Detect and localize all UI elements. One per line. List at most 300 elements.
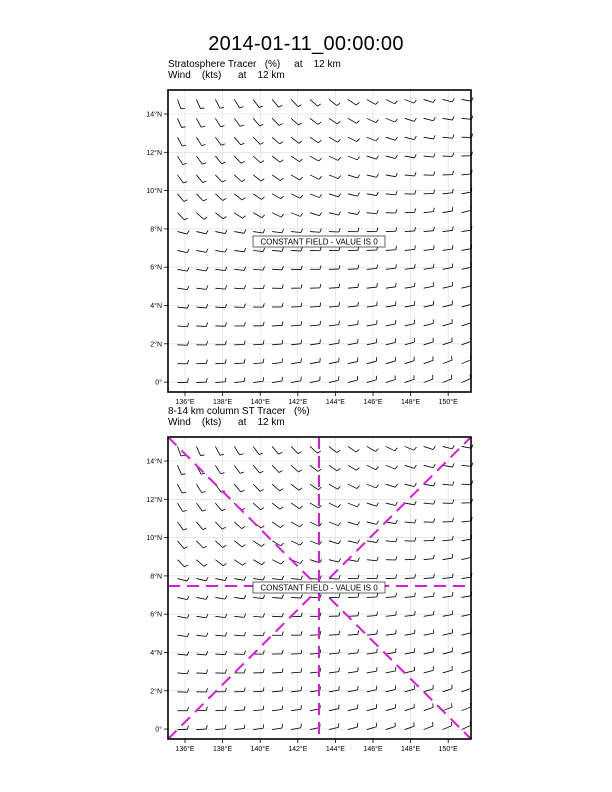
wind-barb — [424, 666, 434, 673]
wind-barb — [215, 175, 225, 182]
wind-barb — [367, 357, 377, 364]
wind-barb — [234, 99, 243, 107]
wind-barb — [310, 284, 321, 288]
lat-tick-label: 10°N — [146, 535, 162, 543]
wind-barb — [196, 522, 206, 530]
wind-barb — [215, 341, 226, 345]
wind-barb — [405, 722, 414, 729]
wind-barb — [272, 137, 283, 144]
wind-barb — [405, 208, 416, 212]
wind-barb — [386, 173, 398, 177]
wind-barb — [310, 302, 321, 307]
wind-barb — [424, 722, 433, 730]
wind-barb — [443, 356, 452, 363]
wind-barb — [253, 446, 263, 454]
lat-tick-label: 4°N — [150, 303, 162, 310]
wind-barb — [291, 99, 301, 106]
wind-barb — [348, 156, 360, 160]
wind-barb — [424, 117, 436, 120]
wind-barb — [329, 284, 340, 289]
wind-barb — [234, 359, 245, 364]
wind-barb — [177, 231, 189, 234]
wind-barb — [234, 632, 245, 636]
lon-tick-label: 142°E — [288, 399, 308, 406]
wind-barb — [253, 669, 264, 673]
wind-barb — [348, 503, 360, 507]
panel1-x-ticks — [175, 392, 458, 406]
wind-barb — [215, 669, 226, 673]
wind-barb — [291, 247, 302, 251]
wind-barb — [272, 669, 283, 673]
wind-barb — [386, 704, 396, 711]
wind-barb — [291, 724, 301, 730]
wind-barb — [177, 175, 187, 183]
wind-barb — [367, 575, 378, 579]
wind-barb — [348, 465, 359, 470]
wind-barb — [386, 191, 397, 195]
wind-barb — [348, 175, 360, 178]
wind-barb — [386, 648, 396, 654]
wind-barb — [177, 560, 187, 567]
wind-barb — [443, 264, 453, 270]
wind-barb — [253, 175, 264, 181]
wind-barb — [348, 137, 360, 141]
wind-barb — [234, 285, 245, 289]
wind-barb — [253, 266, 264, 270]
wind-barb — [329, 522, 341, 526]
lat-tick-label: 14°N — [146, 111, 162, 119]
wind-barb — [348, 320, 358, 326]
wind-barb — [291, 446, 301, 453]
wind-barb — [329, 156, 341, 160]
wind-barb — [234, 175, 245, 182]
wind-barb — [443, 301, 453, 308]
wind-barb — [196, 614, 208, 618]
wind-barb — [329, 321, 339, 326]
lat-tick-label: 8°N — [150, 573, 162, 581]
panel2-constant-field-text: CONSTANT FIELD - VALUE IS 0 — [260, 583, 378, 593]
wind-barb — [253, 156, 264, 163]
wind-barb — [215, 503, 225, 511]
wind-barb — [177, 578, 189, 581]
lon-tick-label: 146°E — [363, 399, 383, 406]
wind-barb — [462, 647, 472, 654]
wind-barb — [405, 704, 415, 711]
wind-barb — [253, 465, 263, 473]
wind-barb — [462, 703, 471, 711]
wind-barb — [462, 206, 472, 212]
wind-barb — [462, 666, 472, 673]
wind-barb — [272, 156, 283, 162]
wind-barb — [272, 118, 282, 125]
wind-barb — [291, 175, 302, 180]
wind-barb — [215, 230, 227, 234]
wind-barb — [367, 484, 379, 488]
wind-barb — [196, 633, 207, 637]
wind-barb — [234, 194, 245, 200]
lon-tick-label: 136°E — [175, 399, 195, 406]
wind-barb — [443, 319, 453, 326]
lat-tick-label: 14°N — [146, 458, 162, 466]
wind-barb — [348, 211, 360, 215]
wind-barb — [272, 175, 283, 181]
wind-barb — [405, 630, 415, 636]
wind-barb — [253, 484, 263, 491]
wind-barb — [253, 359, 264, 364]
wind-barb — [272, 194, 283, 199]
wind-barb — [253, 118, 263, 126]
wind-barb — [196, 118, 205, 127]
lon-tick-label: 136°E — [175, 746, 195, 753]
wind-barb — [253, 687, 264, 692]
wind-barb — [234, 577, 246, 581]
wind-barb — [177, 286, 188, 290]
wind-barb — [367, 302, 377, 307]
wind-barb — [253, 248, 264, 252]
wind-barb — [348, 283, 359, 288]
wind-barb — [196, 99, 204, 108]
wind-barb — [424, 375, 433, 383]
wind-barb — [386, 264, 397, 269]
wind-barb — [405, 264, 415, 269]
wind-barb — [215, 560, 226, 566]
wind-barb — [424, 264, 434, 270]
wind-barb — [177, 249, 189, 253]
panel2-y-ticks — [146, 458, 168, 734]
wind-barb — [367, 557, 378, 561]
lon-tick-label: 150°E — [438, 746, 458, 753]
wind-barb — [253, 632, 264, 636]
wind-barb — [272, 576, 283, 580]
wind-barb — [405, 611, 415, 616]
wind-barb — [291, 503, 302, 509]
wind-barb — [462, 722, 471, 730]
wind-barb — [253, 576, 264, 580]
panel1-wind-label: Wind (kts) at 12 km — [168, 70, 285, 81]
wind-barb — [253, 595, 264, 599]
wind-barb — [386, 446, 398, 450]
wind-barb — [310, 118, 321, 124]
wind-barb — [424, 611, 434, 617]
wind-barb — [348, 575, 359, 579]
wind-barb — [386, 556, 397, 560]
wind-barb — [234, 706, 245, 711]
lat-tick-label: 2°N — [150, 688, 162, 696]
wind-barb — [424, 245, 434, 250]
wind-barb — [443, 375, 452, 383]
wind-barb — [272, 213, 284, 217]
wind-barb — [310, 376, 320, 382]
wind-barb — [177, 651, 188, 655]
wind-barb — [272, 503, 283, 509]
wind-barb — [291, 650, 302, 654]
wind-barb — [424, 592, 434, 597]
wind-barb — [310, 321, 321, 326]
wind-barb — [272, 377, 282, 383]
wind-barb — [291, 377, 301, 383]
wind-barb — [196, 175, 206, 183]
wind-barb — [386, 357, 396, 364]
wind-barb — [329, 358, 339, 364]
wind-barb — [386, 155, 398, 158]
wind-barb — [462, 263, 472, 269]
wind-barb — [196, 137, 205, 145]
wind-barb — [310, 358, 320, 364]
wind-barb — [215, 706, 226, 710]
wind-barb — [234, 688, 245, 692]
panel-1 — [146, 90, 473, 406]
wind-barb — [310, 175, 322, 179]
wind-barb — [196, 577, 208, 581]
wind-barb — [443, 592, 453, 597]
wind-barb — [234, 118, 244, 126]
wind-barb — [424, 648, 434, 654]
wind-barb — [424, 356, 433, 363]
wind-barb — [253, 560, 264, 565]
wind-barb — [367, 210, 378, 214]
wind-barb — [386, 209, 397, 213]
wind-barb — [405, 574, 416, 579]
wind-barb — [272, 446, 282, 454]
wind-barb — [348, 593, 359, 597]
wind-barb — [367, 465, 379, 469]
panel2-x-ticks — [175, 739, 458, 753]
wind-barb — [234, 522, 245, 529]
wind-barb — [253, 724, 263, 729]
wind-barb — [443, 536, 454, 541]
wind-barb — [215, 156, 225, 164]
wind-barb — [424, 500, 435, 504]
wind-barb — [443, 611, 453, 617]
wind-barb — [462, 319, 472, 326]
wind-barb — [196, 194, 206, 201]
wind-barb — [367, 503, 379, 506]
wind-barb — [272, 285, 283, 289]
wind-barb — [348, 704, 358, 710]
wind-barb — [424, 301, 434, 307]
wind-barb — [443, 722, 452, 730]
wind-barb — [177, 194, 187, 202]
wind-barb — [196, 596, 208, 600]
wind-barb — [348, 376, 358, 383]
wind-barb — [443, 207, 453, 213]
wind-barb — [424, 555, 435, 560]
wind-barb — [272, 322, 283, 326]
wind-barb — [386, 283, 396, 288]
wind-barb — [291, 118, 302, 125]
wind-barb — [272, 724, 282, 730]
wind-barb — [367, 704, 377, 711]
wind-barb — [329, 465, 340, 471]
wind-barb — [253, 137, 263, 144]
wind-barb — [272, 359, 282, 364]
wind-barb — [348, 357, 358, 363]
wind-barb — [405, 357, 415, 364]
wind-barb — [272, 706, 282, 711]
lon-tick-label: 140°E — [250, 746, 270, 753]
wind-barb — [405, 667, 415, 673]
wind-barb — [367, 228, 378, 232]
panel1-field-label: Stratosphere Tracer (%) at 12 km — [168, 59, 341, 70]
wind-barb — [196, 560, 207, 567]
wind-barb — [405, 283, 415, 289]
wind-barb — [424, 319, 434, 326]
wind-barb — [291, 137, 302, 143]
wind-barb — [272, 522, 283, 528]
wind-barb — [329, 723, 339, 729]
wind-barb — [443, 554, 453, 560]
wind-barb — [348, 228, 359, 232]
wind-barb — [329, 302, 340, 307]
wind-barb — [443, 648, 453, 655]
wind-barb — [253, 503, 264, 510]
wind-barb — [177, 304, 188, 308]
wind-barb — [272, 613, 283, 617]
lat-tick-label: 0° — [155, 379, 162, 387]
wind-barb — [177, 268, 189, 272]
wind-barb — [291, 213, 303, 217]
wind-barb — [291, 229, 302, 233]
wind-barb — [462, 300, 472, 307]
wind-barb — [196, 267, 208, 271]
wind-barb — [367, 649, 377, 654]
wind-barb — [329, 175, 341, 179]
wind-barb — [215, 194, 226, 201]
wind-barb — [348, 302, 358, 307]
wind-barb — [234, 230, 246, 234]
wind-barb — [215, 248, 227, 252]
wind-barb — [177, 541, 187, 549]
wind-barb — [215, 118, 224, 126]
wind-barb — [291, 194, 303, 198]
wind-barb — [329, 118, 340, 124]
wind-barb — [462, 356, 471, 364]
wind-barb — [177, 465, 185, 474]
wind-barb — [367, 118, 379, 122]
wind-barb — [291, 284, 302, 288]
wind-barb — [196, 304, 207, 308]
wind-barb — [386, 465, 398, 469]
lon-tick-label: 148°E — [401, 746, 421, 753]
wind-barb — [462, 629, 472, 635]
wind-barb — [443, 189, 454, 194]
wind-barb — [348, 667, 358, 673]
wind-barb — [424, 208, 435, 213]
wind-barb — [348, 522, 360, 525]
wind-barb — [215, 137, 225, 145]
wind-barb — [367, 630, 378, 635]
wind-barb — [291, 156, 302, 162]
panel-2 — [146, 437, 473, 753]
wind-barb — [196, 688, 207, 692]
wind-barb — [348, 540, 360, 543]
wind-barb — [291, 321, 302, 326]
wind-barb — [272, 229, 283, 233]
wind-barb — [196, 651, 207, 655]
wind-barb — [424, 153, 435, 157]
wind-barb — [386, 484, 398, 487]
wind-barb — [405, 648, 415, 654]
wind-barb — [196, 360, 207, 364]
wind-barb — [253, 285, 264, 289]
wind-barb — [196, 323, 207, 327]
wind-barb — [272, 99, 282, 107]
wind-barb — [272, 560, 284, 564]
wind-barb — [386, 502, 398, 505]
wind-barb — [424, 446, 436, 449]
wind-barb — [443, 666, 453, 673]
lon-tick-label: 142°E — [288, 746, 308, 753]
wind-barb — [443, 703, 452, 710]
wind-barb — [291, 705, 301, 710]
wind-barb — [462, 188, 472, 194]
wind-barb — [215, 213, 226, 219]
wind-barb — [348, 118, 359, 123]
wind-barb — [215, 322, 226, 326]
wind-barb — [386, 375, 396, 382]
wind-barb — [234, 541, 245, 547]
wind-barb — [177, 615, 189, 619]
wind-barb — [424, 135, 436, 139]
wind-barb — [253, 322, 264, 326]
wind-barb — [215, 359, 226, 363]
wind-barb — [386, 320, 396, 326]
wind-barb — [386, 538, 397, 542]
wind-barb — [443, 629, 453, 635]
wind-barb — [291, 541, 303, 545]
wind-barb — [291, 303, 302, 307]
wind-barb — [386, 301, 396, 307]
lat-tick-label: 0° — [155, 726, 162, 734]
wind-barb — [253, 340, 264, 345]
wind-barb — [177, 670, 188, 674]
wind-barb — [367, 593, 378, 597]
lon-tick-label: 138°E — [213, 746, 233, 753]
wind-barb — [215, 632, 226, 636]
wind-barb — [177, 360, 188, 364]
wind-barb — [424, 703, 433, 710]
wind-barb — [196, 249, 208, 253]
wind-barb — [291, 522, 302, 527]
wind-barb — [462, 245, 472, 251]
wind-barb — [177, 341, 188, 345]
wind-barb — [329, 376, 339, 382]
wind-barb — [348, 446, 359, 452]
wind-barb — [424, 282, 434, 288]
wind-barb — [367, 137, 379, 141]
lat-tick-label: 10°N — [146, 188, 162, 196]
lat-tick-label: 6°N — [150, 611, 162, 619]
wind-barb — [367, 723, 377, 730]
wind-barb — [253, 213, 264, 218]
wind-barb — [386, 630, 396, 635]
wind-barb — [272, 650, 283, 654]
wind-barb — [177, 707, 188, 711]
wind-barb — [462, 592, 472, 598]
wind-barb — [196, 156, 206, 164]
wind-barb — [329, 541, 341, 544]
wind-barb — [367, 376, 377, 383]
wind-barb — [329, 668, 339, 673]
wind-barb — [329, 559, 341, 562]
wind-barb — [272, 632, 283, 636]
wind-barb — [310, 137, 321, 143]
wind-barb — [329, 99, 340, 105]
wind-barb — [253, 613, 264, 617]
wind-barb — [367, 320, 377, 326]
wind-barb — [272, 465, 282, 472]
wind-barb — [215, 465, 224, 473]
